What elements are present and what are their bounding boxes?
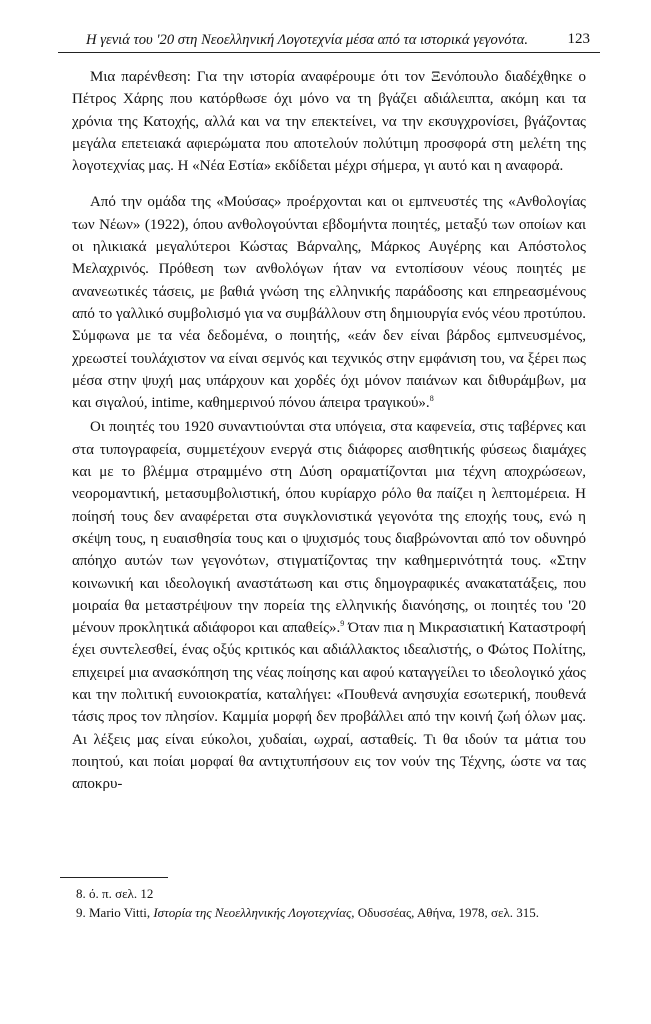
header-rule [58,52,600,53]
footnote-mark: 8 [429,394,434,404]
footnote-9 [60,903,590,922]
paragraph-text: Οι ποιητές του 1920 συναντιούνται στα υπόγεια, στα καφενεία, στις ταβέρνες και στα τυπογραφεία, συμμετέχουν ενεργά στις διάφορες αισθητικής φύσεως διαμάχες και με το βλέμμα στραμμένο στη Δύση οραματίζονται μια τέχνη αποχρώσεων, νεορομαντική, μετασυμβολιστική, όπου κυρίαρχο ρόλο θα παίζει η λεπτομέρεια. Η ποίησή τους δεν αναφέρεται στα συγκλονιστικά γεγονότα της εποχής τους, ενώ η σκέψη τους, η ευαισθησία τους και ο ψυχισμός τους διαβρώνονται από τον οδυνηρό απόηχο αυτών των γεγονότων, στιγματίζοντας την καθημερινότητά τους. «Στην κοινωνική και ιδεολογική αναστάτωση και στις δημογραφικές ανακατατάξεις, που μοιραία θα μεταστρέψουν την πορεία της ελληνικής διανόησης, οι ποιητές του '20 μένουν προκλητικά αδιάφοροι και απαθείς». [72,419,586,637]
footnote-9-suffix: , Οδυσσέας, Αθήνα, 1978, σελ. 315. [351,905,540,920]
body-text [72,66,586,796]
running-header [60,28,590,50]
footnote-mark: 9 [340,619,345,629]
paragraph-parenthesis: Μια παρένθεση: Για την ιστορία αναφέρουμε ότι τον Ξενόπουλο διαδέχθηκε ο Πέτρος Χάρης που κατόρθωσε όχι μόνο να τη βγάζει αδιάλειπτα, ακόμη και τα χρόνια της Κατοχής, αλλά και να την επεκτείνει, να την εκσυγχρονίσει, βγάζοντας μεγάλα επετειακά αφιερώματα που αποτελούν πολύτιμη προσφορά στη μελέτη της λογοτεχνίας μας. Η «Νέα Εστία» εκδίδεται μέχρι σήμερα, γι αυτό και η αναφορά. [72,69,586,175]
footnote-8: 8. ό. π. σελ. 12 [76,886,154,901]
footnotes [60,884,590,922]
paragraph-text-continued: Όταν πια η Μικρασιατική Καταστροφή έχει συντελεσθεί, ένας οξύς κριτικός και αδιάλλακτος ιδεαλιστής, ο Φώτος Πολίτης, επιχειρεί μια ανασκόπηση της νέας ποίησης και αφού καταγγείλει το ιδεολογικό χάος και την πολιτική ευνοιοκρατία, καταλήγει: «Πουθενά ανησυχία εσωτερική, πουθενά τάσις προς τον πλησίον. Καμμία μορφή δεν προβάλλει από την κοινή ζωή όλων μας. Αι λέξεις μας είναι εύκολοι, χυδαίαι, ωχραί, ασταθείς. Τι θα ιδούν τα μάτια του ποιητού, και ποίαι μορφαί θα αντιχτυπήσουν εις τον νούν της Τέχνης, ώστε να τας αποκρυ- [72,620,586,793]
paragraph-text: Από την ομάδα της «Μούσας» προέρχονται και οι εμπνευστές της «Ανθολογίας των Νέων» (1922), όπου ανθολογούνται εβδομήντα ποιητές, μεταξύ των οποίων και οι ηλικιακά μεγαλύτεροι Κώστας Βάρναλης, Μάρκος Αυγέρης και Απόστολος Μελαχρινός. Πρόθεση των ανθολόγων ήταν να εντοπίσουν νέους ποιητές με ανανεωτικές τάσεις, με βαθιά γνώση της ελληνικής παράδοσης και επηρεασμένους από το γαλλικό συμβολισμό για να συμβάλλουν στη δημιουργία ενός νέου προτύπου. Σύμφωνα με τα νέα δεδομένα, ο ποιητής, «εάν δεν είναι βάρδος εμπνευσμένος, χρεωστεί τουλάχιστον να είναι σεμνός και τεχνικός στην εμφάνιση του, να ξέρει πως μέσα στην ψυχή μας υπάρχουν και χορδές όχι μόνον παιάνων και διθυράμβων, μα και σιγαλού, intime, καθημερινού πόνου άπειρα τραγικού». [72,194,586,412]
running-title: Η γενιά του '20 στη Νεοελληνική Λογοτεχνία μέσα από τα ιστορικά γεγονότα. [86,32,529,48]
footnote-9-prefix: 9. Mario Vitti, [76,905,154,920]
footnote-9-title: Ιστορία της Νεοελληνικής Λογοτεχνίας [153,905,352,920]
page-number: 123 [567,31,590,47]
paragraph-mousa-group [72,191,586,414]
paragraph-poets-1920 [72,416,586,795]
footnote-rule [60,877,168,878]
